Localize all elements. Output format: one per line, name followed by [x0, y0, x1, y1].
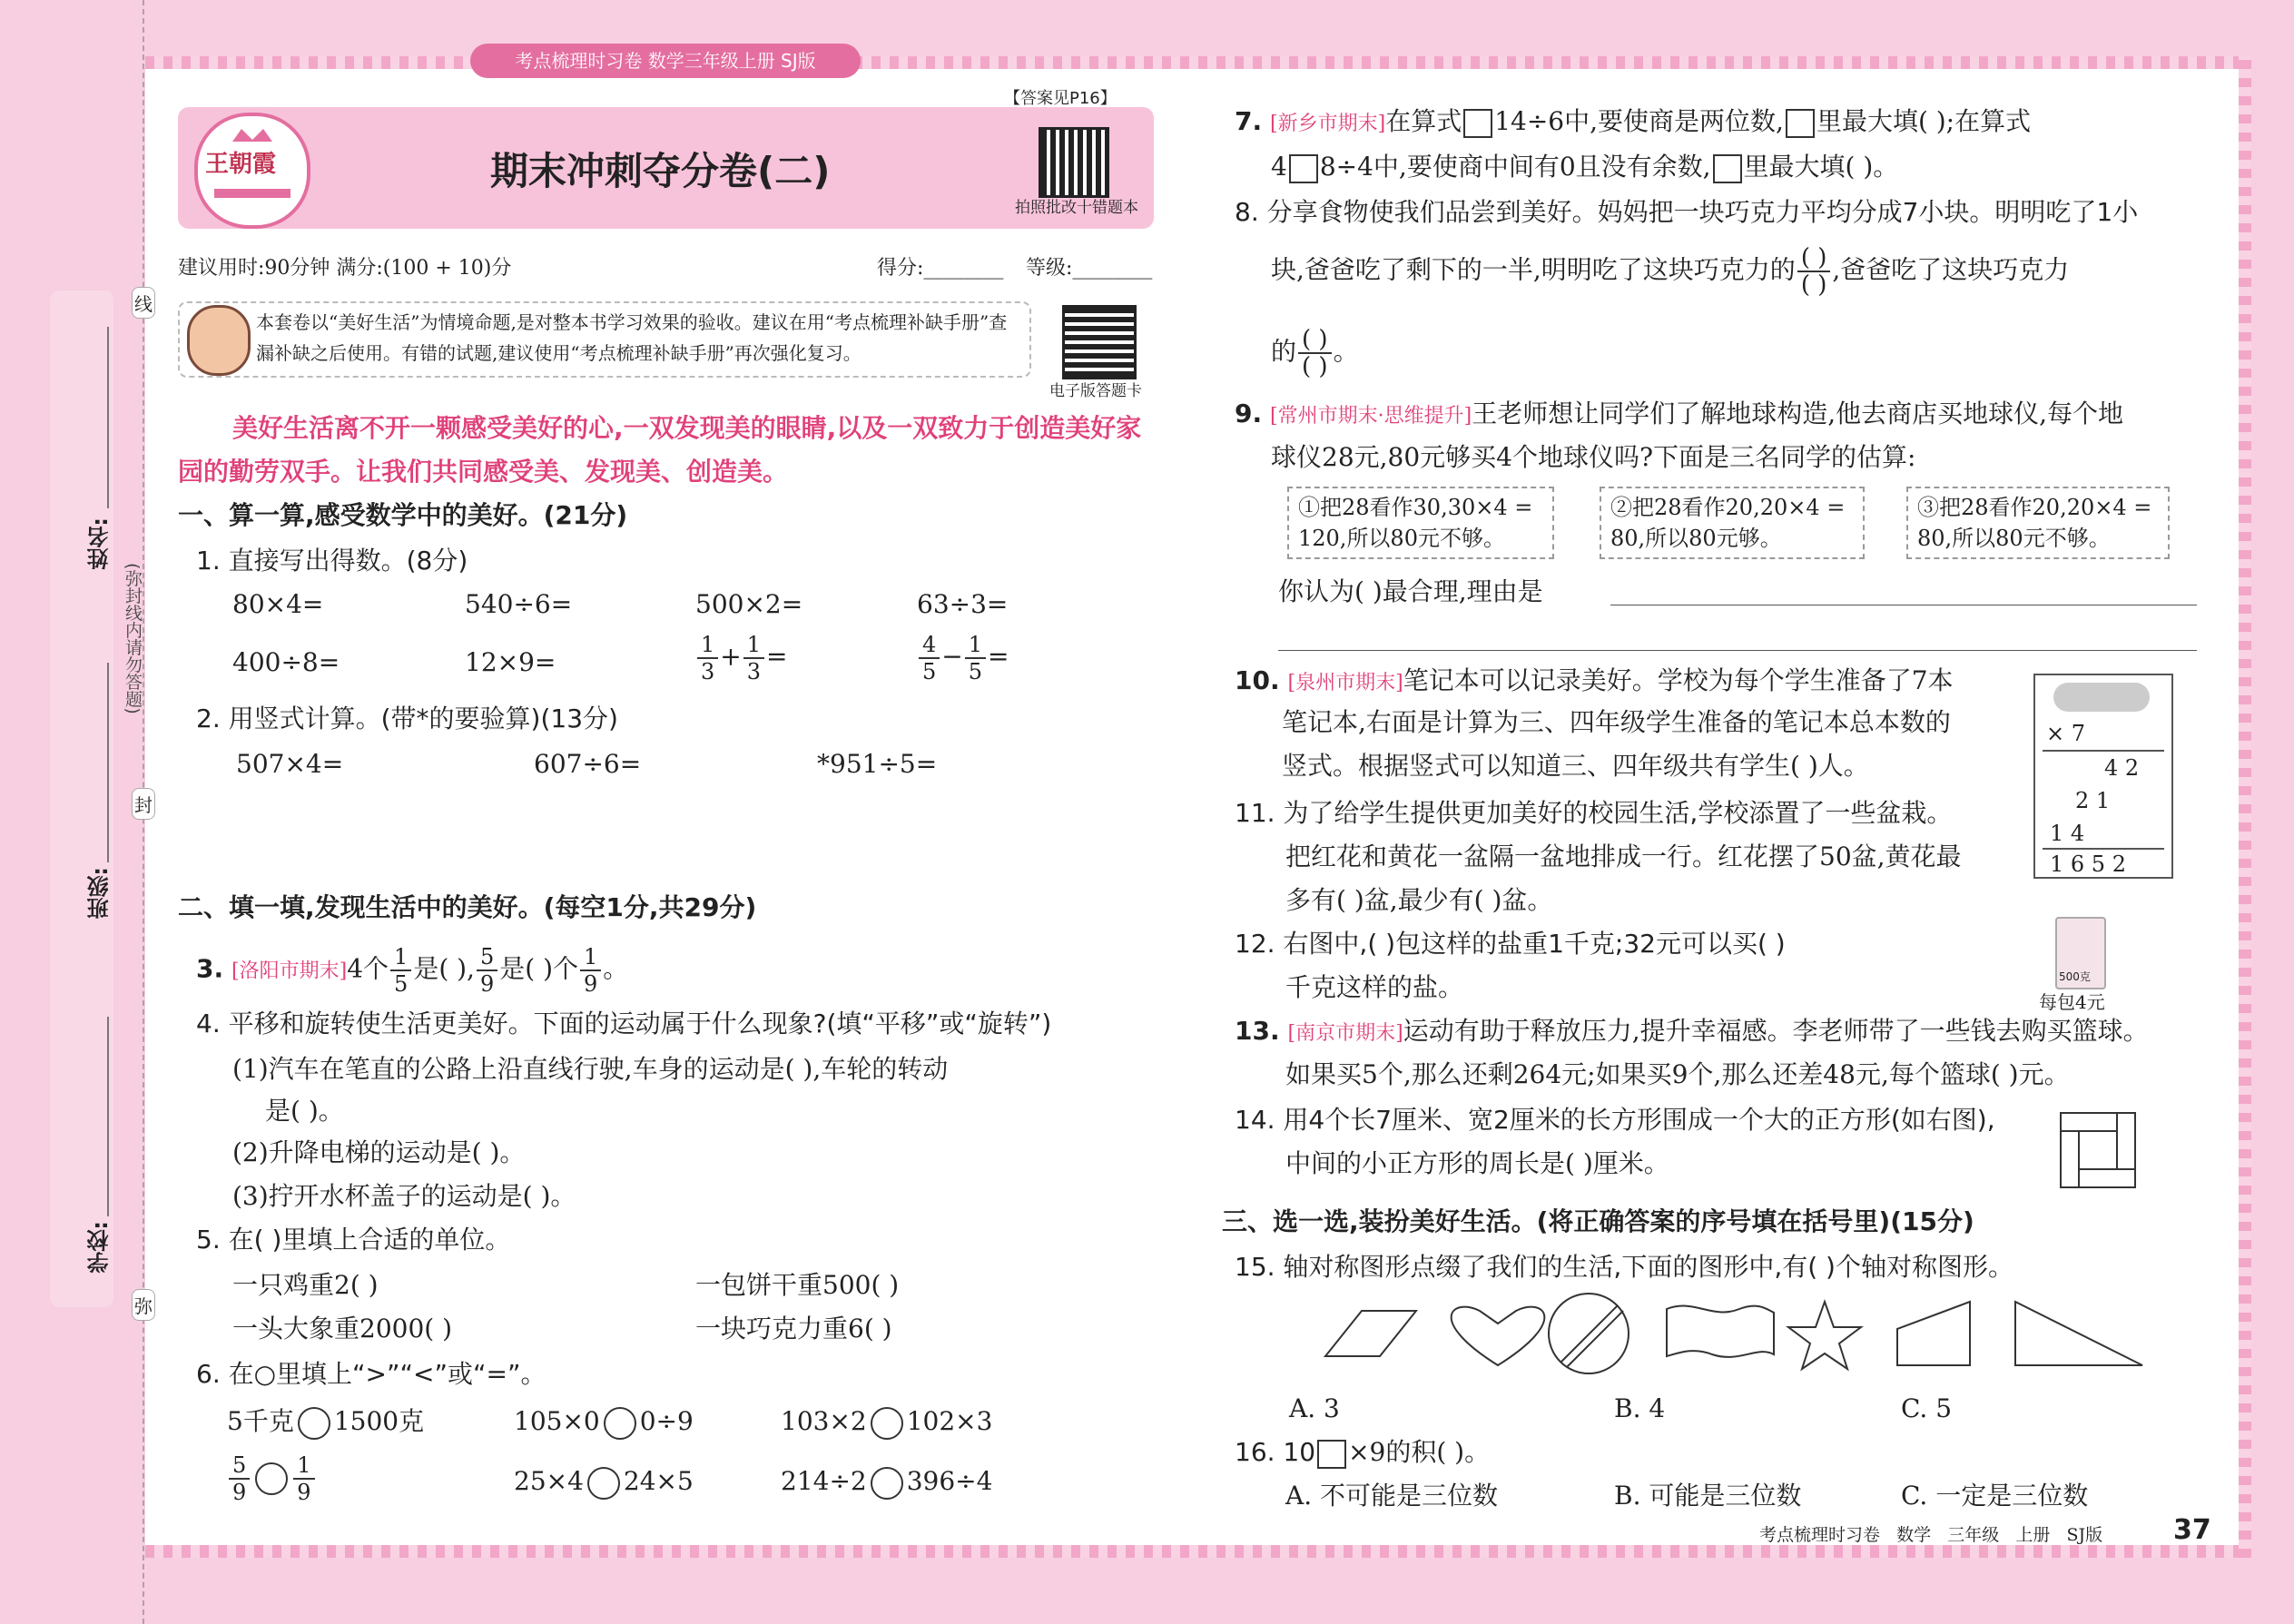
qr2-caption: 电子版答题卡 — [1049, 382, 1142, 400]
smudge — [2053, 683, 2150, 712]
q1-item-2: 540÷6= — [465, 589, 573, 619]
page-title: 期末冲刺夺分卷(二) — [490, 149, 831, 193]
time-info: 建议用时:90分钟 满分:(100 + 10)分 — [178, 257, 512, 280]
seal-char: 封 — [132, 788, 155, 820]
compare-circle[interactable] — [587, 1467, 620, 1500]
q16-option-a[interactable]: A. 不可能是三位数 — [1285, 1481, 1499, 1511]
q1-frac-expr-2: $\frac{4}{5}$ − $\frac{1}{5}$ = — [917, 632, 1009, 684]
mi-char: 弥 — [132, 1289, 155, 1321]
q12-line1: 12. 右图中,( )包这样的盐重1千克;32元可以买( ) — [1235, 929, 1786, 959]
vertical-calc — [2033, 674, 2173, 879]
q8-line1: 8. 分享食物使我们品尝到美好。妈妈把一块巧克力平均分成7小块。明明吃了1小 — [1235, 197, 2139, 227]
girl-avatar — [187, 305, 251, 376]
school-line[interactable] — [107, 1017, 109, 1216]
q12-price: 每包4元 — [2039, 991, 2105, 1013]
q8-line3: 的 $\frac{( )}{( )}$ 。 — [1271, 326, 1359, 380]
q15-shapes — [1289, 1293, 2161, 1376]
calc-row: × 7 — [2046, 721, 2086, 746]
q9-box-1: ①把28看作30,30×4 = 120,所以80元不够。 — [1287, 487, 1554, 559]
flag-icon — [1667, 1306, 1774, 1357]
q6-item-3: 103×2 102×3 — [781, 1403, 992, 1440]
compare-circle[interactable] — [871, 1467, 903, 1500]
answer-ref: 【答案见P16】 — [1004, 89, 1117, 108]
digit-box[interactable] — [1786, 109, 1815, 138]
name-line[interactable] — [107, 327, 109, 508]
q11-line1: 11. 为了给学生提供更加美好的校园生活,学校添置了一些盆栽。 — [1235, 798, 1953, 828]
qr-caption: 拍照批改十错题本 — [1015, 199, 1138, 217]
calc-row: 2 1 — [2075, 788, 2111, 813]
digit-box[interactable] — [1463, 109, 1492, 138]
score-label: 得分:________ — [877, 257, 1004, 280]
q8-line2: 块,爸爸吃了剩下的一半,明明吃了这块巧克力的 $\frac{( )}{( )}$ ,爸爸吃了这块巧克力 — [1271, 244, 2070, 299]
compare-circle[interactable] — [255, 1462, 288, 1495]
parallelogram-icon — [1325, 1311, 1416, 1356]
section1-title: 一、算一算,感受数学中的美好。(21分) — [178, 500, 628, 530]
q6-title: 6. 在○里填上“>”“<”或“=”。 — [196, 1359, 546, 1389]
logo-text: 王朝霞 — [205, 151, 277, 178]
page-number: 37 — [2173, 1514, 2211, 1546]
q7-line2: 4 8÷4中,要使商中间有0且没有余数, 里最大填( )。 — [1271, 152, 1899, 182]
heart-icon — [1452, 1307, 1545, 1365]
calc-row: 1 4 — [2050, 821, 2085, 846]
q1-title: 1. 直接写出得数。(8分) — [196, 546, 468, 576]
q10-line1: 10. [泉州市期末]笔记本可以记录美好。学校为每个学生准备了7本 — [1235, 665, 1954, 695]
q12-line2: 千克这样的盐。 — [1285, 972, 1464, 1002]
triangle-icon — [2015, 1302, 2142, 1365]
q10-line3: 竖式。根据竖式可以知道三、四年级共有学生( )人。 — [1282, 751, 1869, 781]
digit-box[interactable] — [1289, 154, 1318, 183]
school-label: 学校: — [87, 1221, 113, 1274]
qr-code-icon[interactable] — [1062, 305, 1137, 379]
answer-line[interactable] — [1278, 650, 2197, 651]
q13-line1: 13. [南京市期末]运动有助于释放压力,提升幸福感。李老师带了一些钱去购买篮球。 — [1235, 1016, 2149, 1046]
q6-item-2: 105×0 0÷9 — [514, 1403, 694, 1440]
q1-item-4: 63÷3= — [917, 589, 1009, 619]
q2-item-3: *951÷5= — [817, 749, 938, 779]
q16-line1: 16. 10 ×9的积( )。 — [1235, 1437, 1491, 1467]
q3: 3. [洛阳市期末]4个 $\frac{1}{5}$ 是( ), $\frac{5}{9}$ 是( )个 $\frac{1}{9}$ 。 — [196, 944, 629, 997]
q2-title: 2. 用竖式计算。(带*的要验算)(13分) — [196, 704, 618, 733]
q1-item-6: 12×9= — [465, 647, 556, 677]
q15-option-c[interactable]: C. 5 — [1901, 1393, 1953, 1423]
star-icon — [1788, 1302, 1861, 1369]
q6-item-4: $\frac{5}{9}$ $\frac{1}{9}$ — [227, 1452, 317, 1505]
grade-label: 等级:________ — [1026, 257, 1153, 280]
q10-line2: 笔记本,右面是计算为三、四年级学生准备的笔记本总本数的 — [1282, 707, 1951, 737]
top-banner: 考点梳理时习卷 数学三年级上册 SJ版 — [470, 44, 861, 78]
q14-line2: 中间的小正方形的周长是( )厘米。 — [1285, 1148, 1669, 1178]
compare-circle[interactable] — [298, 1407, 330, 1440]
section2-title: 二、填一填,发现生活中的美好。(每空1分,共29分) — [178, 892, 757, 922]
q2-item-1: 507×4= — [236, 749, 344, 779]
q4-1b: 是( )。 — [265, 1096, 344, 1126]
q4-2: (2)升降电梯的运动是( )。 — [232, 1137, 526, 1167]
q9-line2: 球仪28元,80元够买4个地球仪吗?下面是三名同学的估算: — [1271, 442, 1916, 472]
q2-item-2: 607÷6= — [534, 749, 642, 779]
q7-line1: 7. [新乡市期末]在算式 14÷6中,要使商是两位数, 里最大填( );在算式 — [1235, 106, 2032, 136]
q9-box-2: ②把28看作20,20×4 = 80,所以80元够。 — [1600, 487, 1865, 559]
q9-box-3: ③把28看作20,20×4 = 80,所以80元不够。 — [1906, 487, 2170, 559]
q16-option-c[interactable]: C. 一定是三位数 — [1901, 1481, 2089, 1511]
binding-margin — [50, 290, 113, 1307]
q15-option-b[interactable]: B. 4 — [1614, 1393, 1666, 1423]
intro-text: 美好生活离不开一颗感受美好的心,一双发现美的眼睛,以及一双致力于创造美好家园的勤劳双手。让我们共同感受美、发现美、创造美。 — [178, 413, 1142, 487]
class-line[interactable] — [107, 663, 109, 862]
q5-title: 5. 在( )里填上合适的单位。 — [196, 1225, 511, 1255]
q1-item-5: 400÷8= — [232, 647, 340, 677]
q11-line3: 多有( )盆,最少有( )盆。 — [1285, 885, 1553, 915]
q9-line1: 9. [常州市期末·思维提升]王老师想让同学们了解地球构造,他去商店买地球仪,每个地 — [1235, 399, 2124, 428]
footer-text: 考点梳理时习卷 数学 三年级 上册 SJ版 — [1759, 1525, 2103, 1545]
compare-circle[interactable] — [871, 1407, 903, 1440]
q1-item-3: 500×2= — [695, 589, 803, 619]
calc-row: 4 2 — [2104, 755, 2140, 781]
q13-line2: 如果买5个,那么还剩264元;如果买9个,那么还差48元,每个篮球( )元。 — [1285, 1059, 2070, 1089]
salt-bag-label: 500克 — [2059, 970, 2091, 983]
q4-title: 4. 平移和旋转使生活更美好。下面的运动属于什么现象?(填“平移”或“旋转”) — [196, 1009, 1052, 1038]
q15-line1: 15. 轴对称图形点缀了我们的生活,下面的图形中,有( )个轴对称图形。 — [1235, 1252, 2013, 1282]
q5-item-4: 一块巧克力重6( ) — [695, 1314, 892, 1343]
q4-1: (1)汽车在笔直的公路上沿直线行驶,车身的运动是( ),车轮的转动 — [232, 1054, 949, 1084]
q5-item-2: 一包饼干重500( ) — [695, 1270, 900, 1300]
class-label: 班级: — [87, 867, 113, 920]
q11-line2: 把红花和黄花一盆隔一盆地排成一行。红花摆了50盆,黄花最 — [1285, 842, 1962, 871]
qr-code-icon[interactable] — [1039, 127, 1109, 198]
line-char: 线 — [132, 287, 155, 319]
top-border — [145, 56, 2251, 69]
q6-item-6: 214÷2 396÷4 — [781, 1463, 992, 1500]
q15-option-a[interactable]: A. 3 — [1289, 1393, 1340, 1423]
q6-item-5: 25×4 24×5 — [514, 1463, 694, 1500]
right-border — [2239, 56, 2251, 1558]
section3-title: 三、选一选,装扮美好生活。(将正确答案的序号填在括号里)(15分) — [1222, 1206, 1974, 1236]
q1-item-1: 80×4= — [232, 589, 324, 619]
calc-row: 1 6 5 2 — [2050, 851, 2126, 877]
q16-option-b[interactable]: B. 可能是三位数 — [1614, 1481, 1802, 1511]
bottom-border — [145, 1545, 2251, 1558]
notice-text: 本套卷以“美好生活”为情境命题,是对整本书学习效果的验收。建议在用“考点梳理补缺手册”查漏补缺之后使用。有错的试题,建议使用“考点梳理补缺手册”再次强化复习。 — [256, 311, 1008, 364]
seal-note: (弥封线内请勿答题) — [123, 563, 143, 714]
digit-box[interactable] — [1713, 154, 1742, 183]
compare-circle[interactable] — [604, 1407, 636, 1440]
q9-answer: 你认为( )最合理,理由是 — [1278, 576, 1543, 606]
q5-item-3: 一头大象重2000( ) — [232, 1314, 453, 1343]
q5-item-1: 一只鸡重2( ) — [232, 1270, 379, 1300]
q14-line1: 14. 用4个长7厘米、宽2厘米的长方形围成一个大的正方形(如右图), — [1235, 1105, 1995, 1135]
salt-bag-icon — [2055, 917, 2106, 989]
trapezoid-icon — [1897, 1302, 1970, 1365]
q4-3: (3)拧开水杯盖子的运动是( )。 — [232, 1181, 576, 1211]
q1-frac-expr-1: $\frac{1}{3}$ + $\frac{1}{3}$ = — [695, 632, 788, 684]
name-label: 姓名: — [87, 517, 113, 570]
square-figure-icon — [2059, 1111, 2137, 1189]
digit-box[interactable] — [1317, 1440, 1346, 1469]
q6-item-1: 5千克 1500克 — [227, 1403, 424, 1440]
